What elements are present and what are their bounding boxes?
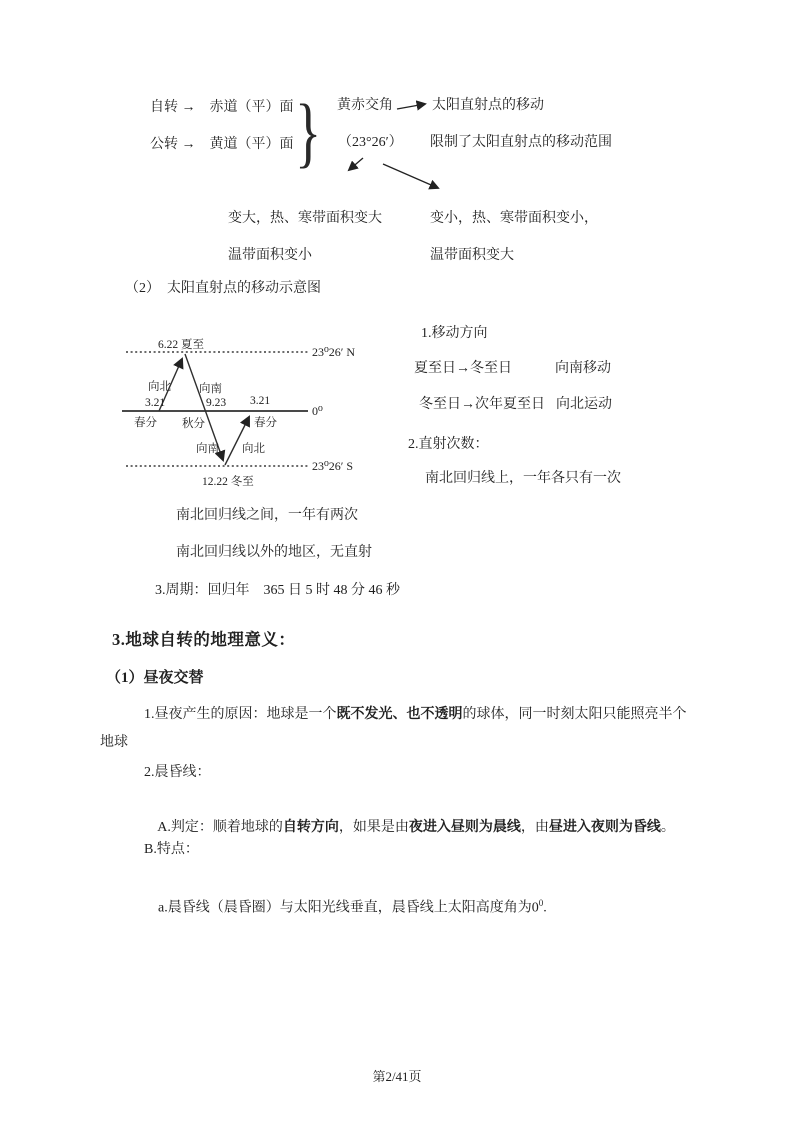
direct-count-line1: 南北回归线上，一年各只有一次: [425, 471, 621, 486]
area-smaller-label: 变小，热、寒带面积变小，: [430, 211, 598, 226]
axis-angle-label: 黄赤交角: [337, 98, 393, 113]
relation-row1: 自转 → 赤道（平）面: [150, 100, 294, 115]
area-bigger-label: 变大，热、寒带面积变大: [228, 211, 382, 226]
winter-solstice-label: 12.22 冬至: [202, 476, 254, 488]
path-winter-to-spring: [225, 417, 249, 465]
movement-title: 1.移动方向: [421, 326, 488, 341]
direct-count-line3: 南北回归线以外的地区，无直射: [176, 545, 372, 560]
spring-date-left: 3.21: [145, 397, 166, 409]
autumn-date: 9.23: [206, 397, 227, 409]
dir-south-upper: 向南: [199, 383, 222, 395]
feature-a-text: a.晨昏线（晨昏圈）与太阳光线垂直，晨昏线上太阳高度角为0: [158, 900, 539, 916]
equator-label: 0⁰: [312, 404, 323, 418]
cause-text-1: 1.昼夜产生的原因：地球是一个: [144, 707, 337, 722]
limit-label: 限制了太阳直射点的移动范围: [430, 135, 612, 150]
judge-text-2: ，如果是由: [338, 819, 409, 835]
judge-text-3: ，由: [520, 819, 549, 835]
spring-label-left: 春分: [134, 417, 157, 429]
summer-solstice-label: 6.22 夏至: [158, 339, 204, 351]
movement-row1-left: 夏至日→冬至日: [414, 361, 512, 376]
dir-north-right: 向北: [242, 443, 265, 455]
temperate-smaller-label: 温带面积变小: [228, 248, 312, 263]
judge-text-1: A.判定：顺着地球的: [157, 819, 283, 835]
page-number: 第2/41页: [372, 1069, 422, 1084]
brace-icon: }: [295, 88, 322, 175]
judge-bold-2: 夜进入昼则为晨线: [408, 819, 521, 835]
section3-sub1: （1）昼夜交替: [106, 670, 204, 686]
judge-bold-3: 昼进入夜则为昏线: [548, 819, 661, 835]
dir-north-left: 向北: [148, 381, 171, 393]
judge-bold-1: 自转方向: [282, 819, 339, 835]
movement-row2-left: 冬至日→次年夏至日: [419, 397, 545, 412]
movement-row1-right: 向南移动: [555, 361, 611, 376]
movement-row2-right: 向北运动: [556, 397, 612, 412]
twilight-judge-line: [144, 803, 675, 853]
north-tropic-label: 23⁰26′ N: [312, 345, 356, 359]
sun-point-move-label: 太阳直射点的移动: [432, 98, 544, 113]
direct-count-title: 2.直射次数：: [408, 437, 489, 452]
south-tropic-label: 23⁰26′ S: [312, 459, 354, 473]
section2-title: （2） 太阳直射点的移动示意图: [125, 281, 321, 296]
judge-text-4: 。: [660, 819, 675, 835]
period-line: 3.周期：回归年 365 日 5 时 48 分 46 秒: [155, 583, 400, 598]
temperate-bigger-label: 温带面积变大: [430, 248, 514, 263]
direct-count-line2: 南北回归线之间，一年有两次: [176, 508, 358, 523]
cause-text-bold: 既不发光、也不透明: [336, 707, 463, 722]
angle-value: （23°26′）: [338, 135, 403, 150]
arrow-right-icon: [395, 96, 435, 116]
section3-heading: 3.地球自转的地理意义：: [112, 630, 296, 649]
cause-text-2: 的球体，同一时刻太阳只能照亮半个地球: [100, 707, 687, 750]
feature-a-period: .: [543, 900, 547, 916]
diagonal-arrows-icon: [330, 150, 460, 200]
feature-title: B.特点：: [144, 842, 199, 857]
twilight-line-title: 2.晨昏线：: [144, 765, 211, 780]
relation-row2: 公转 → 黄道（平）面: [150, 137, 294, 152]
spring-label-right: 春分: [254, 417, 277, 429]
degree-superscript: 0: [538, 897, 544, 908]
feature-a-line: [144, 881, 547, 934]
day-night-cause-paragraph: [100, 701, 700, 757]
sun-point-diagram: [112, 333, 412, 498]
dir-south-lower: 向南: [196, 443, 219, 455]
spring-date-right: 3.21: [250, 395, 271, 407]
autumn-label: 秋分: [182, 418, 205, 430]
